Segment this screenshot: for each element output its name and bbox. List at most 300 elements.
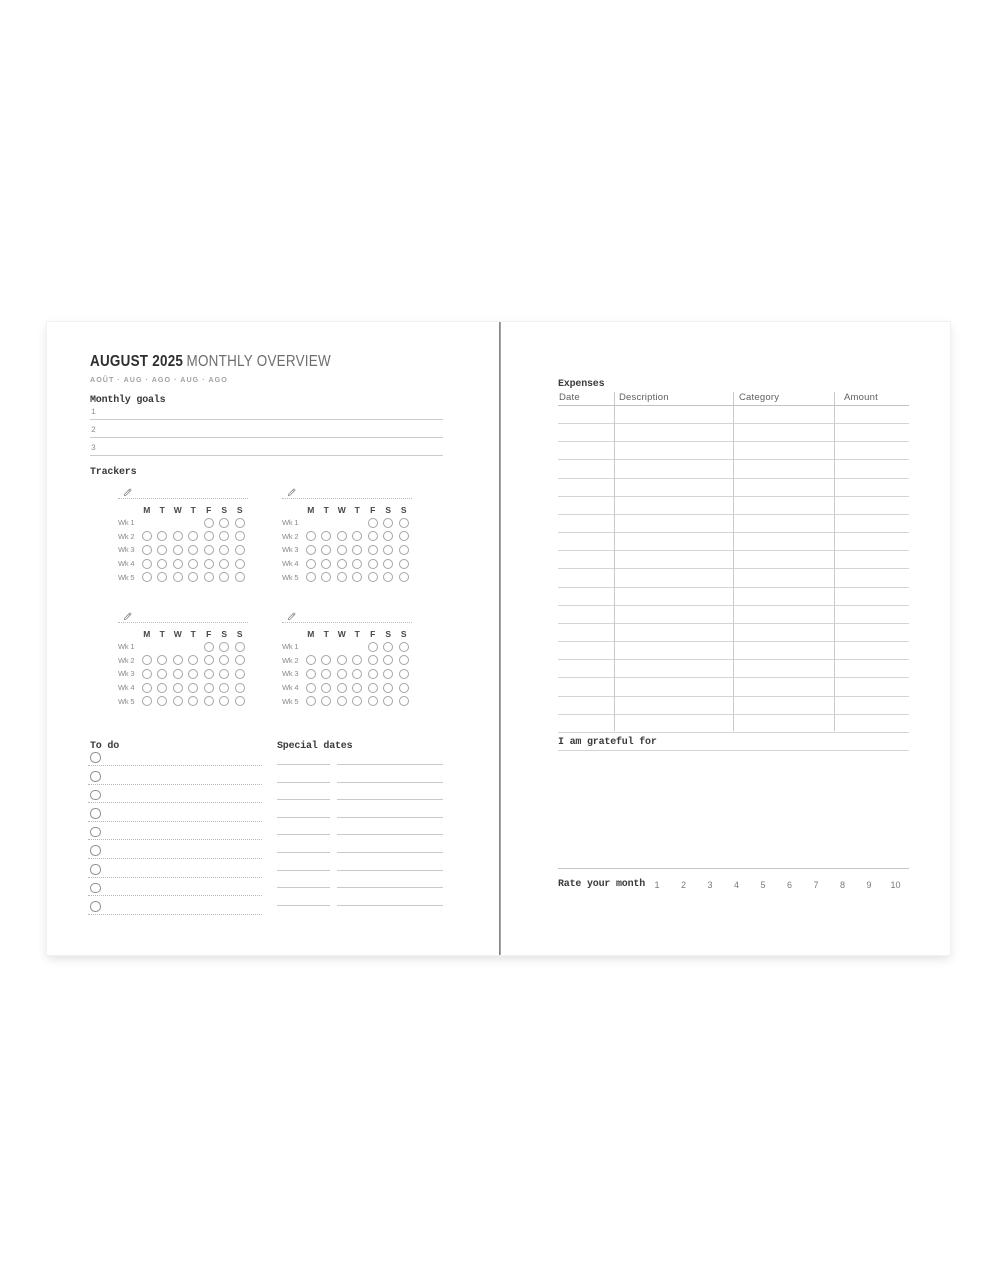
week-label: Wk 2 [118,655,135,665]
special-date-row [277,783,443,801]
tracker-week-row [118,654,248,668]
habit-grid [282,627,412,708]
tracker-day-cell [217,642,233,652]
week-label: Wk 2 [282,531,299,541]
week-label: Wk 1 [282,642,299,652]
week-label: Wk 4 [282,559,299,569]
rating-number: 7 [813,880,819,890]
tracker-day-cell [139,531,155,541]
column-divider [834,392,835,731]
tracker-day-cell [170,545,186,555]
tracker-day-cell [381,559,397,569]
tracker-day-cell [319,545,335,555]
week-label: Wk 5 [282,572,299,582]
tracker-day-cell [139,669,155,679]
week-label: Wk 3 [118,545,135,555]
tracker-day-circle [204,572,214,582]
tracker-day-circle [204,696,214,706]
goal-line [90,420,443,438]
tracker-day-cell [319,655,335,665]
tracker-day-circle [204,518,214,528]
special-date-row [277,765,443,783]
tracker-day-cell [365,518,381,528]
tracker-day-circle [399,642,409,652]
rating-number: 10 [890,880,901,890]
day-header: T [190,504,196,515]
tracker-day-cell [365,545,381,555]
tracker-day-cell [217,545,233,555]
todo-row [88,896,262,915]
tracker-day-cell [232,669,248,679]
week-label: Wk 3 [118,669,135,679]
special-event-line [337,835,443,853]
tracker-day-cell [365,669,381,679]
tracker-day-cell [201,518,217,528]
tracker-day-circle [321,669,331,679]
tracker-day-cell [232,518,248,528]
tracker-day-cell [365,572,381,582]
tracker-day-cell [201,669,217,679]
tracker-day-circle [399,545,409,555]
tracker-day-circle [368,683,378,693]
tracker-grid-4 [282,607,412,708]
tracker-week-row [118,543,248,557]
tracker-day-circle [188,683,198,693]
week-label: Wk 1 [118,518,135,528]
tracker-day-cell [334,683,350,693]
tracker-week-row [118,516,248,530]
gratitude-label: I am grateful for [558,737,657,748]
day-header: F [370,628,376,639]
special-date-line [277,835,330,853]
tracker-day-cell [170,559,186,569]
tracker-day-cell [155,559,171,569]
week-label: Wk 1 [282,518,299,528]
day-header-row [118,627,248,640]
day-header-row [282,627,412,640]
tracker-day-circle [235,655,245,665]
tracker-day-circle [399,696,409,706]
tracker-day-circle [235,518,245,528]
tracker-day-cell [319,669,335,679]
tracker-day-cell [139,655,155,665]
tracker-day-cell [303,696,319,706]
title-month: AUGUST 2025 [90,353,184,370]
tracker-day-circle [188,572,198,582]
todo-row [88,785,262,804]
tracker-day-circle [352,531,362,541]
tracker-day-cell [381,531,397,541]
tracker-day-cell [139,545,155,555]
tracker-day-circle [399,655,409,665]
tracker-day-circle [383,669,393,679]
day-header: S [236,504,243,515]
tracker-day-cell [303,545,319,555]
tracker-day-circle [157,683,167,693]
tracker-week-row [118,570,248,584]
tracker-day-cell [139,696,155,706]
special-dates-label: Special dates [277,741,353,752]
tracker-day-circle [399,531,409,541]
day-header: M [143,628,151,639]
goal-number: 3 [91,444,96,453]
tracker-day-circle [368,572,378,582]
week-label: Wk 3 [282,669,299,679]
todo-checkbox-circle [90,771,101,782]
tracker-day-cell [232,559,248,569]
tracker-day-cell [201,572,217,582]
expenses-label: Expenses [558,379,605,390]
tracker-day-cell [334,559,350,569]
week-label: Wk 3 [282,545,299,555]
tracker-week-row [282,557,412,571]
day-header: T [190,628,196,639]
tracker-day-cell [381,655,397,665]
week-label: Wk 5 [118,572,135,582]
tracker-day-cell [201,655,217,665]
tracker-week-row [282,640,412,654]
tracker-day-cell [139,572,155,582]
todo-checkbox-circle [90,808,101,819]
tracker-day-circle [219,559,229,569]
tracker-day-circle [157,572,167,582]
tracker-day-circle [337,669,347,679]
tracker-day-circle [219,655,229,665]
tracker-day-circle [157,655,167,665]
day-header: S [400,628,407,639]
tracker-day-cell [365,655,381,665]
tracker-day-cell [303,669,319,679]
rating-number: 1 [654,880,660,890]
tracker-day-cell [396,531,412,541]
tracker-day-cell [201,559,217,569]
tracker-day-cell [139,683,155,693]
tracker-day-circle [204,655,214,665]
todo-checkbox-circle [90,864,101,875]
day-header: T [159,504,165,515]
rating-number: 4 [733,880,739,890]
tracker-day-cell [319,696,335,706]
tracker-day-circle [337,696,347,706]
tracker-day-cell [365,559,381,569]
todo-checkbox-circle [90,790,101,801]
tracker-day-cell [396,696,412,706]
tracker-week-row [118,667,248,681]
special-date-line [277,783,330,801]
tracker-day-cell [217,518,233,528]
tracker-day-cell [381,545,397,555]
todo-row [88,766,262,785]
tracker-day-circle [383,559,393,569]
tracker-day-circle [321,696,331,706]
tracker-day-circle [219,642,229,652]
expenses-column-header: Category [739,392,780,403]
tracker-week-row [118,694,248,708]
tracker-name-line [118,607,248,623]
tracker-day-circle [173,683,183,693]
special-date-line [277,765,330,783]
tracker-day-cell [365,531,381,541]
day-header-row [282,503,412,516]
day-header: T [323,628,329,639]
tracker-week-row [118,530,248,544]
day-header: F [206,628,212,639]
special-date-line [277,747,330,765]
tracker-day-cell [155,669,171,679]
tracker-day-circle [321,683,331,693]
special-date-row [277,835,443,853]
todo-row [88,747,262,766]
tracker-day-cell [365,696,381,706]
tracker-day-cell [396,642,412,652]
tracker-day-circle [173,572,183,582]
habit-grid [118,627,248,708]
tracker-day-cell [170,696,186,706]
tracker-day-cell [381,696,397,706]
todo-list [88,747,262,914]
tracker-day-cell [232,531,248,541]
tracker-day-circle [352,572,362,582]
tracker-day-cell [350,531,366,541]
tracker-day-circle [368,655,378,665]
expenses-column-header: Description [619,392,669,403]
tracker-day-circle [188,531,198,541]
tracker-day-cell [381,572,397,582]
tracker-day-cell [232,696,248,706]
tracker-day-circle [235,545,245,555]
tracker-day-circle [235,669,245,679]
rating-number: 5 [760,880,766,890]
tracker-day-circle [306,545,316,555]
day-header: F [370,504,376,515]
tracker-day-circle [204,669,214,679]
todo-checkbox-circle [90,752,101,763]
tracker-day-circle [173,669,183,679]
todo-row [88,859,262,878]
todo-row [88,840,262,859]
tracker-day-cell [232,545,248,555]
monthly-goals-rows [90,402,443,456]
expenses-column-header: Date [559,392,580,403]
week-label: Wk 2 [282,655,299,665]
tracker-day-cell [170,655,186,665]
tracker-day-circle [337,531,347,541]
tracker-day-cell [232,683,248,693]
tracker-day-circle [383,518,393,528]
tracker-day-cell [381,669,397,679]
tracker-day-circle [173,545,183,555]
todo-row [88,822,262,841]
tracker-day-cell [186,559,202,569]
rating-number: 6 [786,880,792,890]
tracker-day-circle [383,531,393,541]
tracker-day-circle [306,655,316,665]
tracker-day-cell [155,531,171,541]
tracker-day-cell [201,545,217,555]
tracker-day-cell [217,559,233,569]
tracker-day-cell [350,545,366,555]
left-page [47,322,499,955]
tracker-day-cell [232,572,248,582]
tracker-day-cell [217,669,233,679]
special-event-line [337,853,443,871]
tracker-day-cell [170,669,186,679]
tracker-day-cell [201,683,217,693]
tracker-day-circle [399,669,409,679]
month-translations: AOÛT · AUG · AGO · AUG · AGO [90,375,228,384]
tracker-day-circle [173,655,183,665]
tracker-day-circle [321,531,331,541]
tracker-day-circle [383,642,393,652]
special-event-line [337,783,443,801]
tracker-day-cell [186,683,202,693]
week-label: Wk 4 [118,683,135,693]
tracker-day-cell [217,655,233,665]
todo-checkbox-circle [90,901,101,912]
tracker-week-row [282,543,412,557]
tracker-week-row [282,681,412,695]
pencil-icon [287,487,297,497]
tracker-day-cell [396,655,412,665]
special-event-line [337,800,443,818]
special-date-row [277,871,443,889]
tracker-day-cell [381,518,397,528]
tracker-day-circle [157,669,167,679]
tracker-day-cell [350,683,366,693]
rating-number: 2 [680,880,686,890]
tracker-day-circle [142,655,152,665]
tracker-day-circle [352,683,362,693]
tracker-day-cell [217,696,233,706]
todo-checkbox-circle [90,845,101,856]
tracker-day-cell [350,696,366,706]
day-header: M [307,628,315,639]
day-header: S [221,628,228,639]
tracker-day-circle [219,683,229,693]
tracker-day-circle [157,559,167,569]
tracker-day-cell [319,572,335,582]
special-event-line [337,888,443,906]
day-header: T [354,628,360,639]
tracker-day-cell [319,559,335,569]
special-event-line [337,765,443,783]
tracker-day-cell [365,683,381,693]
day-header: W [337,504,346,515]
special-date-line [277,871,330,889]
tracker-day-circle [204,545,214,555]
tracker-day-circle [219,518,229,528]
tracker-week-row [282,530,412,544]
tracker-day-circle [383,572,393,582]
tracker-day-circle [383,683,393,693]
tracker-day-circle [204,683,214,693]
tracker-day-cell [381,683,397,693]
tracker-day-cell [139,559,155,569]
tracker-day-circle [157,696,167,706]
tracker-day-circle [368,531,378,541]
goal-number: 2 [91,426,96,435]
tracker-day-circle [142,669,152,679]
tracker-day-cell [232,642,248,652]
tracker-day-circle [321,559,331,569]
tracker-day-circle [383,696,393,706]
tracker-day-cell [186,572,202,582]
tracker-day-circle [399,683,409,693]
tracker-day-circle [219,545,229,555]
tracker-day-cell [303,655,319,665]
tracker-day-cell [396,518,412,528]
day-header: S [236,628,243,639]
tracker-day-cell [350,669,366,679]
tracker-grid-1 [118,483,248,584]
tracker-day-circle [337,559,347,569]
tracker-day-cell [170,683,186,693]
column-divider [733,392,734,731]
todo-row [88,803,262,822]
tracker-day-circle [204,642,214,652]
tracker-day-circle [219,669,229,679]
tracker-grid-3 [118,607,248,708]
tracker-day-circle [142,531,152,541]
expenses-table [558,392,909,751]
tracker-day-circle [188,559,198,569]
tracker-day-cell [350,572,366,582]
tracker-grid-2 [282,483,412,584]
tracker-day-circle [235,696,245,706]
goal-line [90,438,443,456]
day-header: S [221,504,228,515]
tracker-day-circle [142,683,152,693]
tracker-name-line [282,483,412,499]
tracker-day-circle [219,696,229,706]
tracker-day-cell [217,572,233,582]
tracker-day-cell [319,531,335,541]
tracker-day-cell [186,655,202,665]
tracker-day-circle [142,572,152,582]
tracker-day-circle [188,696,198,706]
day-header: S [385,504,392,515]
tracker-week-row [118,640,248,654]
day-header: T [323,504,329,515]
tracker-day-cell [155,655,171,665]
tracker-day-circle [173,696,183,706]
tracker-day-circle [352,545,362,555]
tracker-day-circle [173,559,183,569]
tracker-day-circle [219,572,229,582]
tracker-day-cell [201,696,217,706]
day-header: M [307,504,315,515]
tracker-day-circle [142,559,152,569]
tracker-day-cell [396,572,412,582]
tracker-day-circle [204,559,214,569]
rating-number: 9 [866,880,872,890]
tracker-week-row [118,557,248,571]
tracker-day-cell [334,545,350,555]
day-header: T [354,504,360,515]
planner-spread [47,322,950,955]
week-label: Wk 2 [118,531,135,541]
tracker-day-cell [155,683,171,693]
tracker-day-circle [368,642,378,652]
rating-number: 3 [707,880,713,890]
tracker-day-circle [306,531,316,541]
rating-scale [501,880,950,892]
special-dates-list [277,747,443,905]
tracker-name-line [118,483,248,499]
day-header: S [400,504,407,515]
tracker-day-circle [142,696,152,706]
day-header: W [337,628,346,639]
